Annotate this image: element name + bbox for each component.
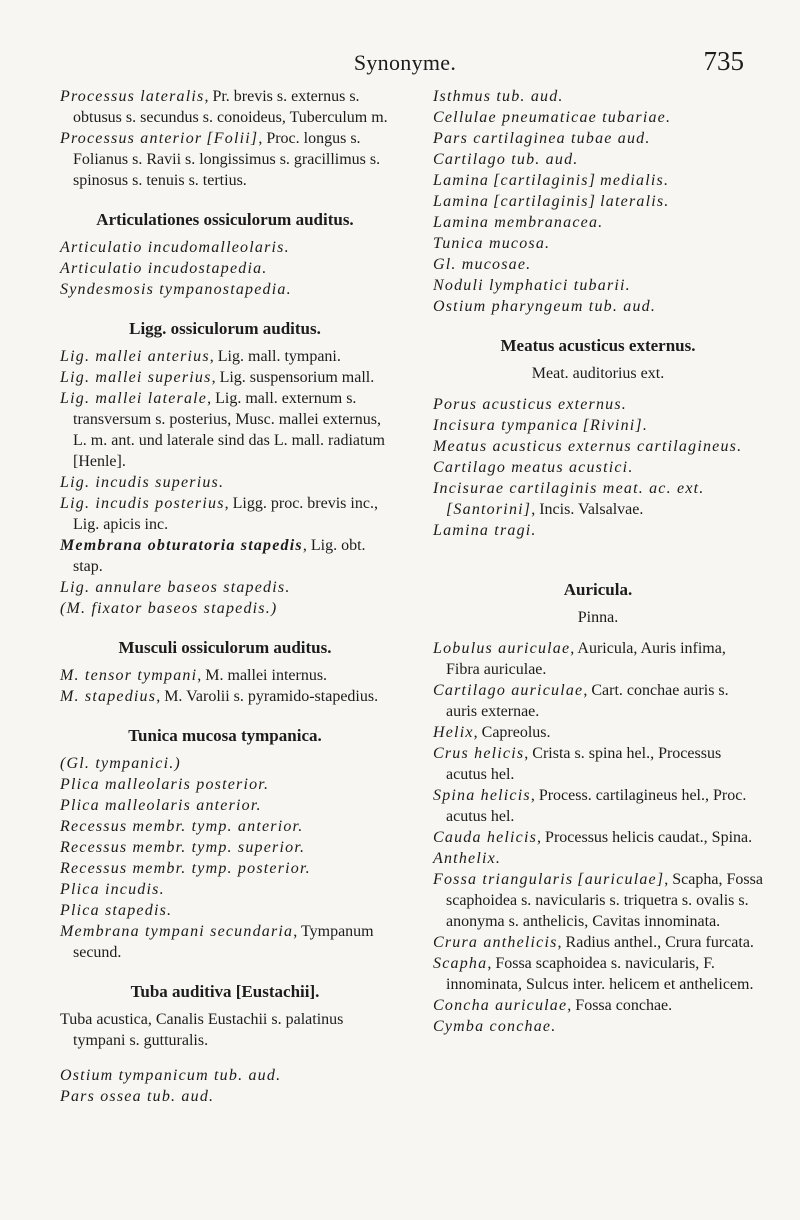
entry-processus-anterior: Processus anterior [Folii], Proc. longus s. Folianus s. Ravii s. longissimus s. gracillimus s. spinosus s. tenuis s. tertius.: [60, 130, 381, 189]
entry-ostium-tympanicum: Ostium tympanicum tub. aud.: [60, 1067, 282, 1084]
entry-lig-incudis-posterius: Lig. incudis posterius, Ligg. proc. brevis inc., Lig. apicis inc.: [60, 495, 378, 533]
running-head: [60, 46, 750, 86]
entry-gl-tympanici: (Gl. tympanici.): [60, 755, 181, 772]
entry-articulatio-incudomalleolaris: Articulatio incudomalleolaris.: [60, 239, 290, 256]
entry-syndesmosis: Syndesmosis tympanostapedia.: [60, 281, 292, 298]
entry-noduli-lymphatici: Noduli lymphatici tubarii.: [433, 277, 631, 294]
entry-cymba-conchae: Cymba conchae.: [433, 1018, 557, 1035]
entry-processus-lateralis: Processus lateralis, Pr. brevis s. externus s. obtusus s. secundus s. conoideus, Tuberculum m.: [60, 88, 388, 126]
section-heading-auricula: Auricula.: [563, 580, 633, 599]
entry-cartilago-tub: Cartilago tub. aud.: [433, 151, 579, 168]
entry-scapha: Scapha, Fossa scaphoidea s. navicularis, F. innominata, Sulcus inter. helicem et anthelicem.: [433, 955, 754, 993]
right-column: [433, 86, 763, 1037]
entry-tuba-acustica: Tuba acustica, Canalis Eustachii s. palatinus tympani s. gutturalis.: [60, 1011, 344, 1049]
entry-crus-helicis: Crus helicis, Crista s. spina hel., Processus acutus hel.: [433, 745, 722, 783]
entry-spina-helicis: Spina helicis, Process. cartilagineus hel., Proc. acutus hel.: [433, 787, 747, 825]
entry-cellulae-pneumaticae: Cellulae pneumaticae tubariae.: [433, 109, 672, 126]
section-subheading-meatus: Meat. auditorius ext.: [531, 365, 665, 382]
entry-lig-annulare: Lig. annulare baseos stapedis.: [60, 579, 291, 596]
entry-lig-mallei-anterius: Lig. mallei anterius, Lig. mall. tympani.: [60, 348, 341, 365]
entry-plica-malleolaris-posterior: Plica malleolaris posterior.: [60, 776, 270, 793]
entry-gl-mucosae: Gl. mucosae.: [433, 256, 532, 273]
section-heading-tunica-mucosa: Tunica mucosa tympanica.: [128, 726, 322, 745]
entry-plica-incudis: Plica incudis.: [60, 881, 165, 898]
entry-cauda-helicis: Cauda helicis, Processus helicis caudat., Spina.: [433, 829, 753, 846]
entry-articulatio-incudostapedia: Articulatio incudostapedia.: [60, 260, 268, 277]
entry-helix: Helix, Capreolus.: [433, 724, 551, 741]
entry-lamina-membranacea: Lamina membranacea.: [433, 214, 604, 231]
entry-lamina-tragi: Lamina tragi.: [433, 522, 537, 539]
entry-recessus-posterior: Recessus membr. tymp. posterior.: [60, 860, 311, 877]
entry-plica-stapedis: Plica stapedis.: [60, 902, 173, 919]
entry-lobulus: Lobulus auriculae, Auricula, Auris infima, Fibra auriculae.: [433, 640, 726, 678]
entry-ostium-pharyngeum: Ostium pharyngeum tub. aud.: [433, 298, 657, 315]
entry-membrana-obturatoria: Membrana obturatoria stapedis, Lig. obt. stap.: [60, 537, 366, 575]
entry-concha-auriculae: Concha auriculae, Fossa conchae.: [433, 997, 673, 1014]
entry-m-stapedius: M. stapedius, M. Varolii s. pyramido-stapedius.: [60, 688, 379, 705]
entry-meatus-cartilagineus: Meatus acusticus externus cartilagineus.: [433, 438, 743, 455]
entry-lamina-medialis: Lamina [cartilaginis] medialis.: [433, 172, 670, 189]
entry-crura-anthelicis: Crura anthelicis, Radius anthel., Crura furcata.: [433, 934, 754, 951]
section-heading-meatus: Meatus acusticus externus.: [500, 336, 696, 355]
entry-plica-malleolaris-anterior: Plica malleolaris anterior.: [60, 797, 262, 814]
section-heading-musculi: Musculi ossiculorum auditus.: [118, 638, 332, 657]
entry-cartilago-auriculae: Cartilago auriculae, Cart. conchae auris s. auris externae.: [433, 682, 729, 720]
entry-pars-cartilaginea: Pars cartilaginea tubae aud.: [433, 130, 651, 147]
section-heading-articulationes: Articulationes ossiculorum auditus.: [96, 210, 354, 229]
page-number: 735: [703, 46, 744, 76]
entry-recessus-superior: Recessus membr. tymp. superior.: [60, 839, 306, 856]
entry-isthmus: Isthmus tub. aud.: [433, 88, 564, 105]
entry-pars-ossea: Pars ossea tub. aud.: [60, 1088, 215, 1105]
entry-cartilago-meatus: Cartilago meatus acustici.: [433, 459, 634, 476]
entry-lig-incudis-superius: Lig. incudis superius.: [60, 474, 225, 491]
section-heading-tuba-auditiva: Tuba auditiva [Eustachii].: [130, 982, 320, 1001]
entry-lig-mallei-laterale: Lig. mallei laterale, Lig. mall. externum s. transversum s. posterius, Musc. mallei externus, L. m. ant. und laterale sind das L. mall. radiatum [Henle].: [60, 390, 385, 470]
entry-incisura-tympanica: Incisura tympanica [Rivini].: [433, 417, 649, 434]
entry-fossa-triangularis: Fossa triangularis [auriculae], Scapha, Fossa scaphoidea s. navicularis s. triquetra s. ovalis s. anonyma s. anthelicis, Cavitas innominata.: [433, 871, 763, 930]
running-title: Synonyme.: [353, 50, 457, 75]
entry-porus-acusticus: Porus acusticus externus.: [433, 396, 627, 413]
entry-tunica-mucosa: Tunica mucosa.: [433, 235, 551, 252]
section-heading-ligamenta: Ligg. ossiculorum auditus.: [129, 319, 321, 338]
entry-lamina-lateralis: Lamina [cartilaginis] lateralis.: [433, 193, 670, 210]
entry-anthelix: Anthelix.: [433, 850, 502, 867]
entry-recessus-anterior: Recessus membr. tymp. anterior.: [60, 818, 304, 835]
entry-lig-mallei-superius: Lig. mallei superius, Lig. suspensorium mall.: [60, 369, 375, 386]
entry-m-fixator: (M. fixator baseos stapedis.): [60, 600, 278, 617]
entry-m-tensor-tympani: M. tensor tympani, M. mallei internus.: [60, 667, 328, 684]
entry-membrana-tympani-secundaria: Membrana tympani secundaria, Tympanum secund.: [60, 923, 374, 961]
left-column: [60, 86, 390, 1107]
section-subheading-auricula: Pinna.: [577, 609, 619, 626]
entry-incisurae-cartilaginis: Incisurae cartilaginis meat. ac. ext. [Santorini], Incis. Valsalvae.: [433, 480, 705, 518]
